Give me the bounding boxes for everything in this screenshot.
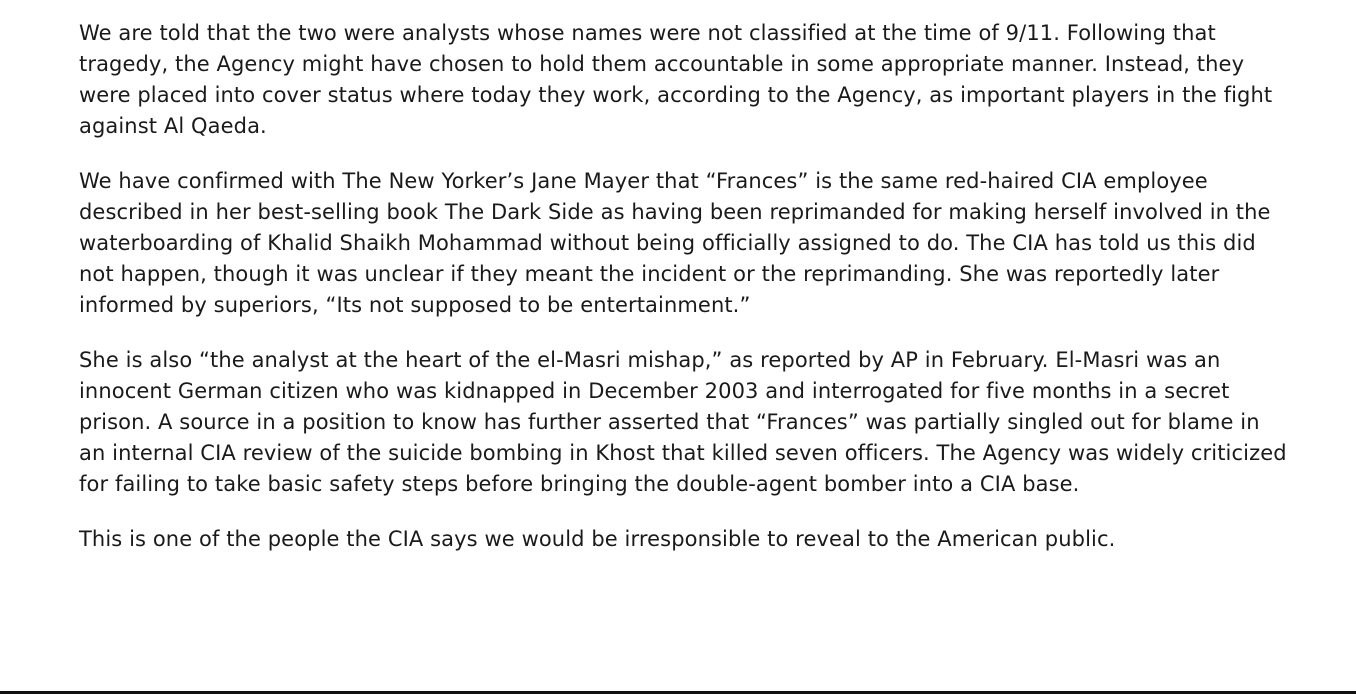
paragraph-analysts: We are told that the two were analysts whose names were not classified at the time of 9/11. Following that tragedy, the Agency might have chosen to hold them accountable in some appropriate manner. Instead, they were placed into cover status where today they work, according to the Agency, as important players in the fight against Al Qaeda. — [79, 21, 1273, 138]
paragraph-conclusion: This is one of the people the CIA says we would be irresponsible to reveal to the American public. — [79, 527, 1116, 551]
paragraph-frances-waterboarding: We have confirmed with The New Yorker’s Jane Mayer that “Frances” is the same red-haired CIA employee described in her best-selling book The Dark Side as having been reprimanded for making herself involved in the waterboarding of Khalid Shaikh Mohammad without being officially assigned to do. The CIA has told us this did not happen, though it was unclear if they meant the incident or the reprimanding. She was reportedly later informed by superiors, “Its not supposed to be entertainment.” — [79, 169, 1271, 317]
paragraph-el-masri: She is also “the analyst at the heart of the el-Masri mishap,” as reported by AP in February. El-Masri was an innocent German citizen who was kidnapped in December 2003 and interrogated for five months in a secret prison. A source in a position to know has further asserted that “Frances” was partially singled out for blame in an internal CIA review of the suicide bombing in Khost that killed seven officers. The Agency was widely criticized for failing to take basic safety steps before bringing the double-agent bomber into a CIA base. — [79, 348, 1287, 496]
article-body — [79, 18, 1289, 579]
